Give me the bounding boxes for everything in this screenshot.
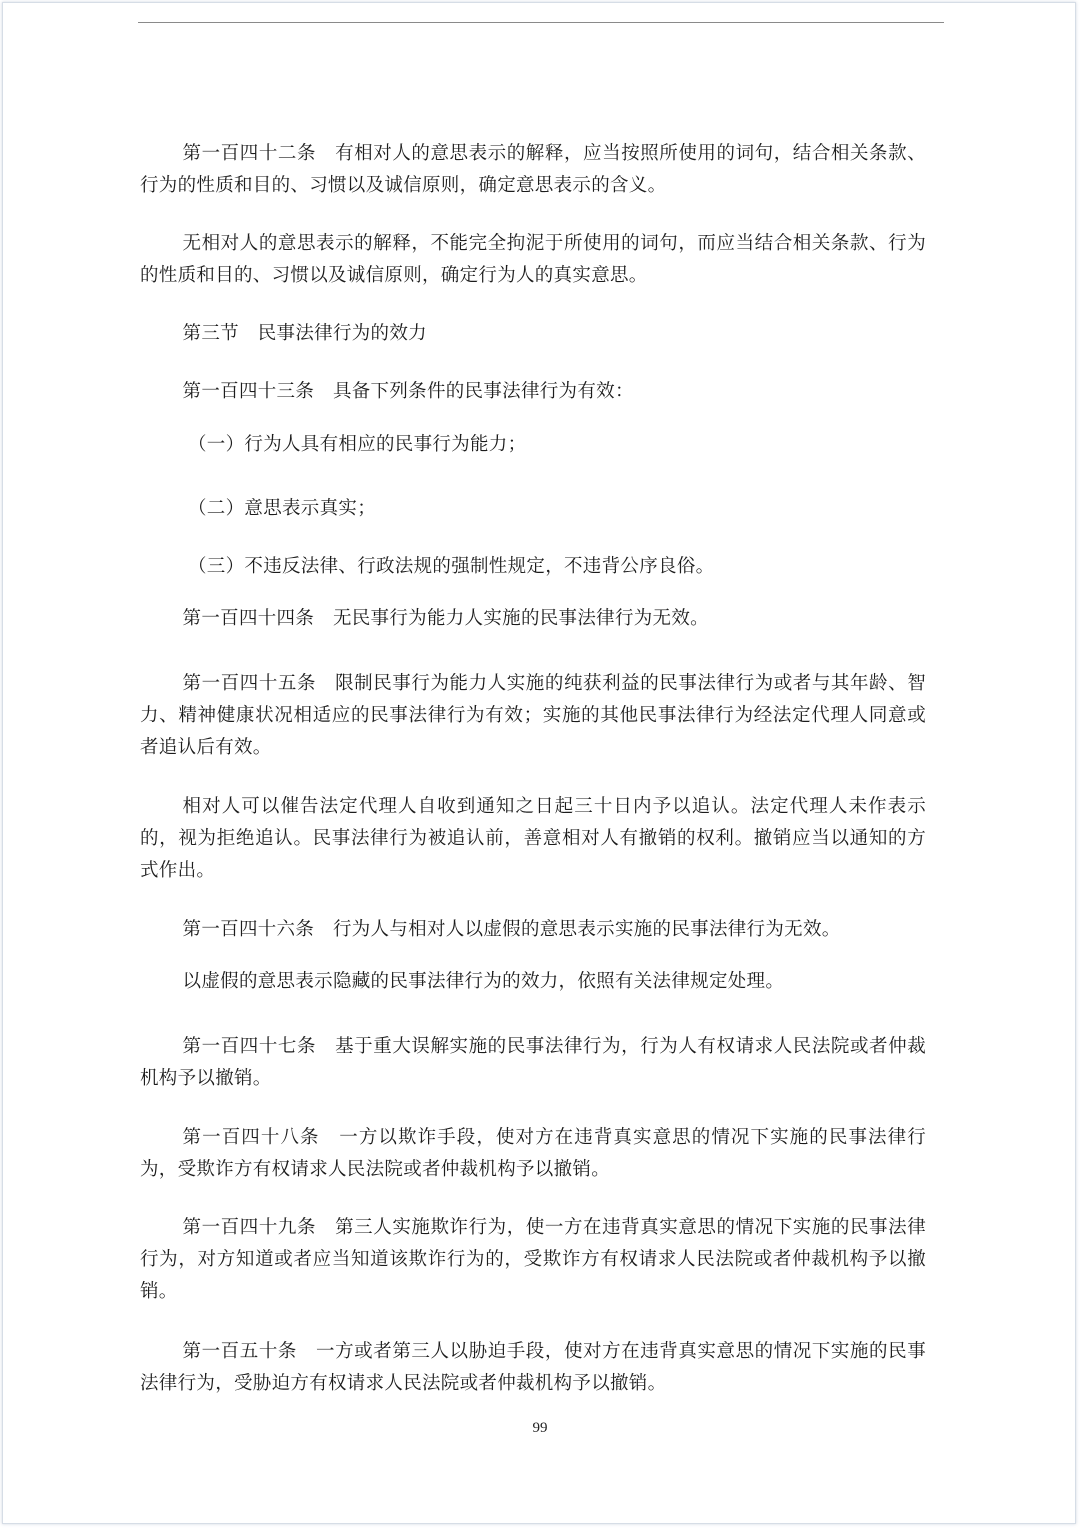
article-149: 第一百四十九条 第三人实施欺诈行为，使一方在违背真实意思的情况下实施的民事法律行为，对方知道或者应当知道该欺诈行为的，受欺诈方有权请求人民法院或者仲裁机构予以撤销。 (140, 1217, 926, 1302)
article-143-item-1: （一）行为人具有相应的民事行为能力； (188, 434, 527, 455)
article-145-paragraph-2: 相对人可以催告法定代理人自收到通知之日起三十日内予以追认。法定代理人未作表示的，视为拒绝追认。民事法律行为被追认前，善意相对人有撤销的权利。撤销应当以通知的方式作出。 (140, 796, 926, 881)
article-146-paragraph-2: 以虚假的意思表示隐藏的民事法律行为的效力，依照有关法律规定处理。 (182, 971, 785, 992)
article-143-item-2: （二）意思表示真实； (188, 498, 377, 519)
article-148: 第一百四十八条 一方以欺诈手段，使对方在违背真实意思的情况下实施的民事法律行为，受欺诈方有权请求人民法院或者仲裁机构予以撤销。 (140, 1127, 926, 1180)
section-heading: 第三节 民事法律行为的效力 (182, 323, 427, 344)
header-rule (138, 22, 944, 23)
article-150: 第一百五十条 一方或者第三人以胁迫手段，使对方在违背真实意思的情况下实施的民事法律行为，受胁迫方有权请求人民法院或者仲裁机构予以撤销。 (140, 1341, 926, 1394)
article-145: 第一百四十五条 限制民事行为能力人实施的纯获利益的民事法律行为或者与其年龄、智力、精神健康状况相适应的民事法律行为有效；实施的其他民事法律行为经法定代理人同意或者追认后有效。 (140, 673, 926, 758)
article-142-paragraph-2: 无相对人的意思表示的解释，不能完全拘泥于所使用的词句，而应当结合相关条款、行为的性质和目的、习惯以及诚信原则，确定行为人的真实意思。 (140, 233, 926, 286)
article-146: 第一百四十六条 行为人与相对人以虚假的意思表示实施的民事法律行为无效。 (182, 919, 841, 940)
article-143: 第一百四十三条 具备下列条件的民事法律行为有效： (182, 381, 634, 402)
article-143-item-3: （三）不违反法律、行政法规的强制性规定，不违背公序良俗。 (188, 556, 715, 577)
page-number: 99 (532, 1420, 548, 1436)
article-144: 第一百四十四条 无民事行为能力人实施的民事法律行为无效。 (182, 608, 709, 629)
article-147: 第一百四十七条 基于重大误解实施的民事法律行为，行为人有权请求人民法院或者仲裁机构予以撤销。 (140, 1036, 926, 1089)
article-142: 第一百四十二条 有相对人的意思表示的解释，应当按照所使用的词句，结合相关条款、行为的性质和目的、习惯以及诚信原则，确定意思表示的含义。 (140, 143, 926, 196)
